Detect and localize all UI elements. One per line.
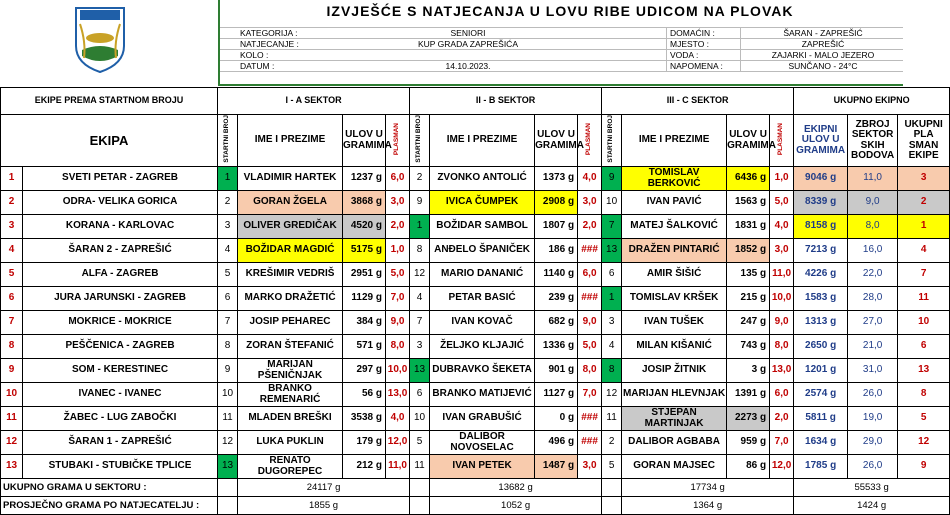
sector-placement: ### [578,431,602,455]
catch-grams: 3868 g [343,191,386,215]
team-placement: 12 [898,431,950,455]
empty-cell [602,479,622,497]
catch-grams: 4520 g [343,215,386,239]
napomena-value: SUNČANO - 24°C [788,61,858,71]
ulov-header: ULOV U GRAMIMA [727,115,770,167]
angler-name: ZORAN ŠTEFANIĆ [238,335,343,359]
angler-name: VLADIMIR HARTEK [238,167,343,191]
angler-name: IVAN PETEK [430,455,535,479]
start-number: 12 [602,383,622,407]
angler-name: DALIBOR AGBABA [622,431,727,455]
start-number: 10 [218,383,238,407]
angler-name: MARIJAN HLEVNJAK [622,383,727,407]
catch-grams: 959 g [727,431,770,455]
average-grams-row [1,497,950,515]
team-catch-total: 1201 g [794,359,848,383]
catch-grams: 239 g [535,287,578,311]
info-grid [218,0,903,86]
team-points: 27,0 [848,311,898,335]
team-rank: 9 [1,359,23,383]
sector-a-average-grams: 1855 g [238,497,410,515]
sector-placement: 8,0 [578,359,602,383]
catch-grams: 1237 g [343,167,386,191]
team-name: ŽABEC - LUG ZABOČKI [23,407,218,431]
team-catch-total: 2650 g [794,335,848,359]
voda-value: ZAJARKI - MALO JEZERO [771,50,875,60]
plasman-header: PLASMAN [585,122,593,155]
team-placement: 3 [898,167,950,191]
angler-name: DALIBOR NOVOSELAC [430,431,535,455]
team-points: 9,0 [848,191,898,215]
start-number: 11 [410,455,430,479]
sector-placement: 7,0 [578,383,602,407]
catch-grams: 1373 g [535,167,578,191]
sector-a-total-grams: 24117 g [238,479,410,497]
catch-grams: 1487 g [535,455,578,479]
team-name: ALFA - ZAGREB [23,263,218,287]
start-number: 7 [218,311,238,335]
angler-name: TOMISLAV KRŠEK [622,287,727,311]
catch-grams: 86 g [727,455,770,479]
natjecanje-value: KUP GRADA ZAPREŠIĆA [418,39,518,49]
table-row [1,455,950,479]
table-row [1,335,950,359]
angler-name: BRANKO MATIJEVIĆ [430,383,535,407]
sector-placement: 3,0 [578,191,602,215]
team-catch-total: 1634 g [794,431,848,455]
start-number: 8 [602,359,622,383]
mjesto-value: ZAPREŠIĆ [801,39,845,49]
sector-placement: 7,0 [770,431,794,455]
angler-name: IVAN KOVAČ [430,311,535,335]
sector-placement: 10,0 [386,359,410,383]
start-number: 4 [410,287,430,311]
team-placement: 6 [898,335,950,359]
catch-grams: 56 g [343,383,386,407]
angler-name: MARKO DRAŽETIĆ [238,287,343,311]
angler-name: GORAN ŽGELA [238,191,343,215]
start-number: 9 [410,191,430,215]
team-rank: 3 [1,215,23,239]
catch-grams: 135 g [727,263,770,287]
angler-name: STJEPAN MARTINJAK [622,407,727,431]
team-rank: 7 [1,311,23,335]
start-number: 7 [410,311,430,335]
team-rank: 2 [1,191,23,215]
team-rank: 1 [1,167,23,191]
catch-grams: 215 g [727,287,770,311]
angler-name: PETAR BASIĆ [430,287,535,311]
start-number: 6 [410,383,430,407]
ukupno-header: UKUPNO EKIPNO [794,88,950,115]
team-points: 26,0 [848,455,898,479]
catch-grams: 5175 g [343,239,386,263]
table-row [1,263,950,287]
catch-grams: 1140 g [535,263,578,287]
sector-placement: 7,0 [386,287,410,311]
angler-name: ANĐELO ŠPANIČEK [430,239,535,263]
empty-cell [410,497,430,515]
angler-name: JOSIP ŽITNIK [622,359,727,383]
start-number: 2 [218,191,238,215]
report-title: IZVJEŠĆE S NATJECANJA U LOVU RIBE UDICOM NA PLOVAK [326,3,794,19]
team-name: PEŠČENICA - ZAGREB [23,335,218,359]
start-number: 10 [602,191,622,215]
sector-placement: 13,0 [770,359,794,383]
sector-placement: 9,0 [386,311,410,335]
team-name: MOKRICE - MOKRICE [23,311,218,335]
sector-c-total-grams: 17734 g [622,479,794,497]
start-number: 2 [410,167,430,191]
sector-placement: 10,0 [770,287,794,311]
catch-grams: 1391 g [727,383,770,407]
ukupni-plasman-header: UKUPNI PLA SMAN EKIPE [898,115,950,167]
start-number: 5 [218,263,238,287]
table-row [1,215,950,239]
sector-placement: 3,0 [386,191,410,215]
team-name: ODRA- VELIKA GORICA [23,191,218,215]
average-grams-label: PROSJEČNO GRAMA PO NATJECATELJU : [1,497,218,515]
ekipe-start-header: EKIPE PREMA STARTNOM BROJU [1,88,218,115]
angler-name: BOŽIDAR SAMBOL [430,215,535,239]
team-placement: 5 [898,407,950,431]
start-number: 13 [410,359,430,383]
total-grams-label: UKUPNO GRAMA U SEKTORU : [1,479,218,497]
team-points: 19,0 [848,407,898,431]
angler-name: JOSIP PEHAREC [238,311,343,335]
sector-placement: 12,0 [770,455,794,479]
angler-name: IVICA ČUMPEK [430,191,535,215]
catch-grams: 1563 g [727,191,770,215]
ime-header: IME I PREZIME [622,115,727,167]
sector-placement: ### [578,407,602,431]
sector-placement: 1,0 [770,167,794,191]
angler-name: MARIO DANANIĆ [430,263,535,287]
table-row [1,359,950,383]
start-number: 9 [602,167,622,191]
team-catch-total: 7213 g [794,239,848,263]
catch-grams: 6436 g [727,167,770,191]
sector-placement: 4,0 [578,167,602,191]
ekipni-ulov-header: EKIPNI ULOV U GRAMIMA [794,115,848,167]
domacin-value: ŠARAN - ZAPREŠIĆ [783,28,863,38]
sector-placement: 3,0 [770,239,794,263]
angler-name: ŽELJKO KLJAJIĆ [430,335,535,359]
plasman-header: PLASMAN [393,122,401,155]
table-row [1,431,950,455]
angler-name: MATEJ ŠALKOVIĆ [622,215,727,239]
angler-name: MARIJAN PŠENIČNJAK [238,359,343,383]
sector-b-total-grams: 13682 g [430,479,602,497]
catch-grams: 1852 g [727,239,770,263]
empty-cell [218,497,238,515]
catch-grams: 2908 g [535,191,578,215]
team-name: STUBAKI - STUBIČKE TPLICE [23,455,218,479]
team-placement: 1 [898,215,950,239]
catch-grams: 2951 g [343,263,386,287]
sector-placement: 8,0 [770,335,794,359]
start-number: 13 [218,455,238,479]
team-name: JURA JARUNSKI - ZAGREB [23,287,218,311]
catch-grams: 571 g [343,335,386,359]
table-row [1,287,950,311]
sector-placement: 6,0 [770,383,794,407]
angler-name: IVAN GRABUŠIĆ [430,407,535,431]
sector-placement: 11,0 [386,455,410,479]
angler-name: DRAŽEN PINTARIĆ [622,239,727,263]
catch-grams: 0 g [535,407,578,431]
kategorija-value: SENIORI [450,28,486,38]
team-placement: 9 [898,455,950,479]
team-points: 16,0 [848,239,898,263]
start-number: 4 [218,239,238,263]
sector-placement: 5,0 [578,335,602,359]
start-number: 11 [218,407,238,431]
angler-name: IVAN TUŠEK [622,311,727,335]
natjecanje-label: NATJECANJE : [240,39,299,49]
team-points: 31,0 [848,359,898,383]
sector-placement: 13,0 [386,383,410,407]
datum-label: DATUM : [240,61,275,71]
catch-grams: 179 g [343,431,386,455]
empty-cell [218,479,238,497]
catch-grams: 247 g [727,311,770,335]
team-name: SVETI PETAR - ZAGREB [23,167,218,191]
results-table [0,87,950,515]
start-number: 3 [410,335,430,359]
start-number: 11 [602,407,622,431]
start-number: 3 [602,311,622,335]
catch-grams: 2273 g [727,407,770,431]
sector-placement: 5,0 [386,263,410,287]
all-average-grams: 1424 g [794,497,950,515]
team-catch-total: 1583 g [794,287,848,311]
angler-name: OLIVER GREDIČAK [238,215,343,239]
table-row [1,239,950,263]
startni-header: STARTNI BROJ [415,115,423,163]
ulov-header: ULOV U GRAMIMA [535,115,578,167]
startni-header: STARTNI BROJ [607,115,615,163]
sector-placement: 6,0 [386,167,410,191]
catch-grams: 1129 g [343,287,386,311]
plasman-header: PLASMAN [777,122,785,155]
angler-name: BOŽIDAR MAGDIĆ [238,239,343,263]
angler-name: RENATO DUGOREPEC [238,455,343,479]
start-number: 4 [602,335,622,359]
team-catch-total: 1785 g [794,455,848,479]
sector-placement: 8,0 [386,335,410,359]
ulov-header: ULOV U GRAMIMA [343,115,386,167]
startni-header: STARTNI BROJ [223,115,231,163]
sector-placement: 6,0 [578,263,602,287]
catch-grams: 186 g [535,239,578,263]
start-number: 5 [410,431,430,455]
catch-grams: 3538 g [343,407,386,431]
team-placement: 10 [898,311,950,335]
kategorija-label: KATEGORIJA : [240,28,298,38]
team-placement: 7 [898,263,950,287]
team-points: 22,0 [848,263,898,287]
team-placement: 8 [898,383,950,407]
team-placement: 4 [898,239,950,263]
angler-name: TOMISLAV BERKOVIĆ [622,167,727,191]
catch-grams: 212 g [343,455,386,479]
start-number: 1 [410,215,430,239]
sector-c-header: III - C SEKTOR [602,88,794,115]
catch-grams: 1831 g [727,215,770,239]
angler-name: IVAN PAVIĆ [622,191,727,215]
club-logo [72,2,128,74]
team-rank: 13 [1,455,23,479]
ime-header: IME I PREZIME [430,115,535,167]
domacin-label: DOMAĆIN : [670,28,715,38]
catch-grams: 1336 g [535,335,578,359]
sector-placement: 9,0 [578,311,602,335]
catch-grams: 3 g [727,359,770,383]
team-placement: 11 [898,287,950,311]
team-points: 21,0 [848,335,898,359]
angler-name: KREŠIMIR VEDRIŠ [238,263,343,287]
team-points: 8,0 [848,215,898,239]
table-row [1,311,950,335]
start-number: 3 [218,215,238,239]
team-name: IVANEC - IVANEC [23,383,218,407]
team-catch-total: 9046 g [794,167,848,191]
team-points: 29,0 [848,431,898,455]
start-number: 13 [602,239,622,263]
sector-placement: 2,0 [578,215,602,239]
start-number: 12 [410,263,430,287]
start-number: 10 [410,407,430,431]
sector-placement: 2,0 [770,407,794,431]
napomena-label: NAPOMENA : [670,61,723,71]
catch-grams: 1807 g [535,215,578,239]
team-catch-total: 1313 g [794,311,848,335]
team-points: 26,0 [848,383,898,407]
angler-name: AMIR ŠIŠIĆ [622,263,727,287]
all-total-grams: 55533 g [794,479,950,497]
voda-label: VODA : [670,50,699,60]
team-catch-total: 5811 g [794,407,848,431]
start-number: 12 [218,431,238,455]
zbroj-header: ZBROJ SEKTOR SKIH BODOVA [848,115,898,167]
sector-placement: 12,0 [386,431,410,455]
sector-c-average-grams: 1364 g [622,497,794,515]
sector-placement: 11,0 [770,263,794,287]
start-number: 2 [602,431,622,455]
start-number: 8 [410,239,430,263]
catch-grams: 743 g [727,335,770,359]
sector-b-header: II - B SEKTOR [410,88,602,115]
sector-placement: ### [578,287,602,311]
sector-placement: 4,0 [386,407,410,431]
catch-grams: 384 g [343,311,386,335]
sector-placement: 1,0 [386,239,410,263]
catch-grams: 682 g [535,311,578,335]
team-rank: 10 [1,383,23,407]
team-catch-total: 8158 g [794,215,848,239]
angler-name: GORAN MAJSEC [622,455,727,479]
mjesto-label: MJESTO : [670,39,710,49]
start-number: 1 [602,287,622,311]
team-rank: 12 [1,431,23,455]
catch-grams: 297 g [343,359,386,383]
catch-grams: 901 g [535,359,578,383]
team-rank: 4 [1,239,23,263]
start-number: 8 [218,335,238,359]
kolo-label: KOLO : [240,50,269,60]
table-row [1,383,950,407]
sector-a-header: I - A SEKTOR [218,88,410,115]
table-row [1,191,950,215]
start-number: 7 [602,215,622,239]
ime-header: IME I PREZIME [238,115,343,167]
start-number: 9 [218,359,238,383]
catch-grams: 496 g [535,431,578,455]
empty-cell [410,479,430,497]
team-rank: 11 [1,407,23,431]
angler-name: LUKA PUKLIN [238,431,343,455]
table-row [1,167,950,191]
ekipa-header: EKIPA [1,115,218,167]
catch-grams: 1127 g [535,383,578,407]
total-grams-row [1,479,950,497]
angler-name: BRANKO REMENARIĆ [238,383,343,407]
angler-name: DUBRAVKO ŠEKETA [430,359,535,383]
angler-name: MLADEN BREŠKI [238,407,343,431]
sector-placement: 4,0 [770,215,794,239]
table-row [1,407,950,431]
sector-placement: 9,0 [770,311,794,335]
team-rank: 6 [1,287,23,311]
team-points: 11,0 [848,167,898,191]
team-name: ŠARAN 1 - ZAPREŠIĆ [23,431,218,455]
sector-placement: ### [578,239,602,263]
team-catch-total: 8339 g [794,191,848,215]
datum-value: 14.10.2023. [445,61,491,71]
start-number: 1 [218,167,238,191]
sector-placement: 3,0 [578,455,602,479]
team-name: ŠARAN 2 - ZAPREŠIĆ [23,239,218,263]
start-number: 6 [218,287,238,311]
team-points: 28,0 [848,287,898,311]
team-name: SOM - KERESTINEC [23,359,218,383]
angler-name: MILAN KIŠANIĆ [622,335,727,359]
team-rank: 5 [1,263,23,287]
empty-cell [602,497,622,515]
team-name: KORANA - KARLOVAC [23,215,218,239]
team-placement: 13 [898,359,950,383]
start-number: 6 [602,263,622,287]
start-number: 5 [602,455,622,479]
sector-placement: 2,0 [386,215,410,239]
team-rank: 8 [1,335,23,359]
angler-name: ZVONKO ANTOLIĆ [430,167,535,191]
sector-b-average-grams: 1052 g [430,497,602,515]
team-catch-total: 4226 g [794,263,848,287]
team-catch-total: 2574 g [794,383,848,407]
team-placement: 2 [898,191,950,215]
sector-placement: 5,0 [770,191,794,215]
